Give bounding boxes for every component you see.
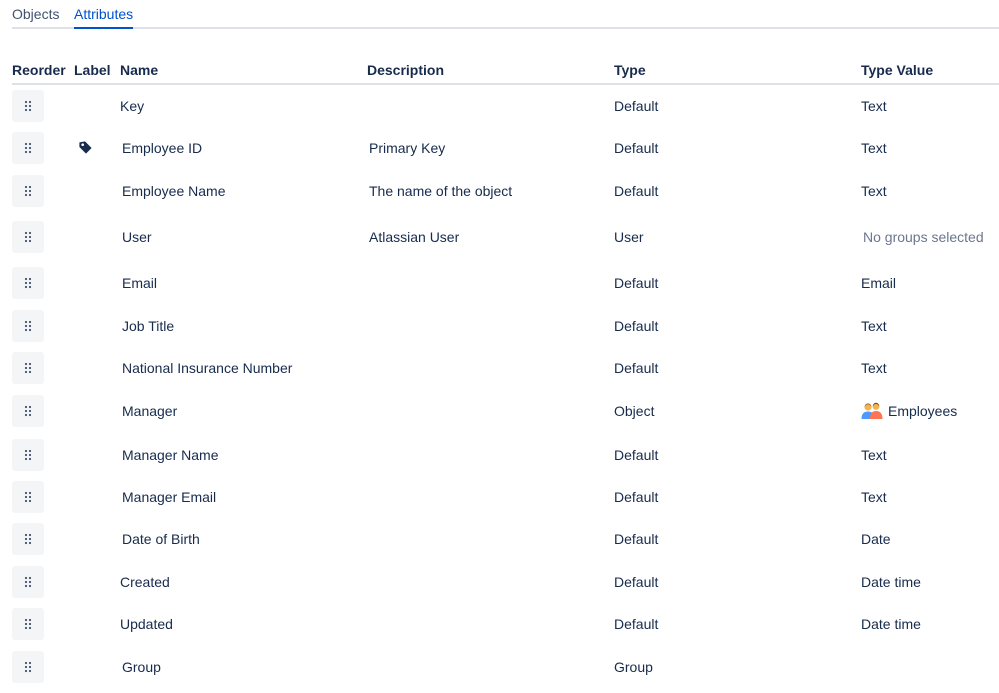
table-row — [12, 608, 999, 640]
table-row — [12, 310, 999, 342]
attribute-type: Default — [614, 98, 659, 114]
table-row — [12, 481, 999, 513]
table-row — [12, 132, 999, 164]
column-header-name: Name — [120, 62, 159, 78]
attribute-description: Atlassian User — [369, 229, 460, 245]
table-row — [12, 651, 999, 683]
drag-handle-button[interactable] — [12, 352, 44, 384]
attribute-type: Default — [614, 360, 659, 376]
drag-handle-button[interactable] — [12, 608, 44, 640]
drag-handle-button[interactable] — [12, 523, 44, 555]
attribute-name[interactable]: Created — [120, 574, 170, 590]
attribute-type: Default — [614, 183, 659, 199]
attribute-description: The name of the object — [369, 183, 513, 199]
table-row — [12, 175, 999, 207]
attribute-type-value: Text — [861, 360, 887, 376]
attribute-type: Default — [614, 447, 659, 463]
attribute-type-value[interactable]: Employees — [888, 403, 958, 419]
attribute-type: User — [614, 229, 644, 245]
drag-handle-button[interactable] — [12, 175, 44, 207]
attribute-name[interactable]: Job Title — [122, 318, 175, 334]
attribute-type: Default — [614, 318, 659, 334]
attribute-type-value: Text — [861, 447, 887, 463]
drag-handle-button[interactable] — [12, 651, 44, 683]
attribute-type-value: Date time — [861, 616, 921, 632]
drag-handle-button[interactable] — [12, 310, 44, 342]
attribute-type: Group — [614, 659, 653, 675]
drag-handle-button[interactable] — [12, 221, 44, 253]
employees-object-icon — [861, 401, 883, 424]
attribute-type-value: Text — [861, 183, 887, 199]
attribute-type-value: No groups selected — [863, 229, 984, 245]
attribute-name[interactable]: Manager Name — [122, 447, 219, 463]
drag-handle-button[interactable] — [12, 267, 44, 299]
attribute-name[interactable]: Email — [122, 275, 158, 291]
table-row — [12, 566, 999, 598]
attribute-type: Default — [614, 574, 659, 590]
table-row — [12, 395, 999, 427]
tag-icon — [78, 140, 93, 158]
table-row — [12, 90, 999, 122]
column-header-type-value: Type Value — [861, 62, 934, 78]
attribute-type-value: Text — [861, 98, 887, 114]
attribute-type: Default — [614, 275, 659, 291]
attribute-name[interactable]: User — [122, 229, 152, 245]
tab-bar — [12, 0, 999, 29]
attribute-name[interactable]: Group — [122, 659, 161, 675]
attribute-type: Object — [614, 403, 655, 419]
table-row — [12, 523, 999, 555]
attribute-type: Default — [614, 616, 659, 632]
attribute-name[interactable]: Manager Email — [122, 489, 217, 505]
attribute-description: Primary Key — [369, 140, 446, 156]
drag-handle-button[interactable] — [12, 132, 44, 164]
tab-objects[interactable]: Objects — [12, 6, 60, 22]
attribute-type-value: Date — [861, 531, 891, 547]
table-row — [12, 221, 999, 253]
drag-handle-button[interactable] — [12, 395, 44, 427]
attribute-name[interactable]: Employee Name — [122, 183, 226, 199]
attribute-type-value: Text — [861, 140, 887, 156]
drag-handle-button[interactable] — [12, 481, 44, 513]
column-header-description: Description — [367, 62, 445, 78]
column-header-label: Label — [74, 62, 111, 78]
attribute-name[interactable]: Key — [120, 98, 145, 114]
attribute-type-value: Text — [861, 318, 887, 334]
attribute-type: Default — [614, 531, 659, 547]
attribute-type: Default — [614, 489, 659, 505]
attribute-name[interactable]: Updated — [120, 616, 173, 632]
attribute-name[interactable]: National Insurance Number — [122, 360, 293, 376]
table-row — [12, 439, 999, 471]
attribute-name[interactable]: Employee ID — [122, 140, 203, 156]
drag-handle-button[interactable] — [12, 90, 44, 122]
attribute-type-value: Email — [861, 275, 897, 291]
table-header — [12, 58, 999, 85]
attribute-type: Default — [614, 140, 659, 156]
column-header-reorder: Reorder — [12, 62, 66, 78]
table-row — [12, 352, 999, 384]
tab-attributes[interactable]: Attributes — [74, 6, 134, 22]
drag-handle-button[interactable] — [12, 566, 44, 598]
column-header-type: Type — [614, 62, 646, 78]
drag-handle-button[interactable] — [12, 439, 44, 471]
attribute-type-value: Text — [861, 489, 887, 505]
attribute-name[interactable]: Date of Birth — [122, 531, 200, 547]
attribute-name[interactable]: Manager — [122, 403, 178, 419]
attribute-type-value: Date time — [861, 574, 921, 590]
table-row — [12, 267, 999, 299]
